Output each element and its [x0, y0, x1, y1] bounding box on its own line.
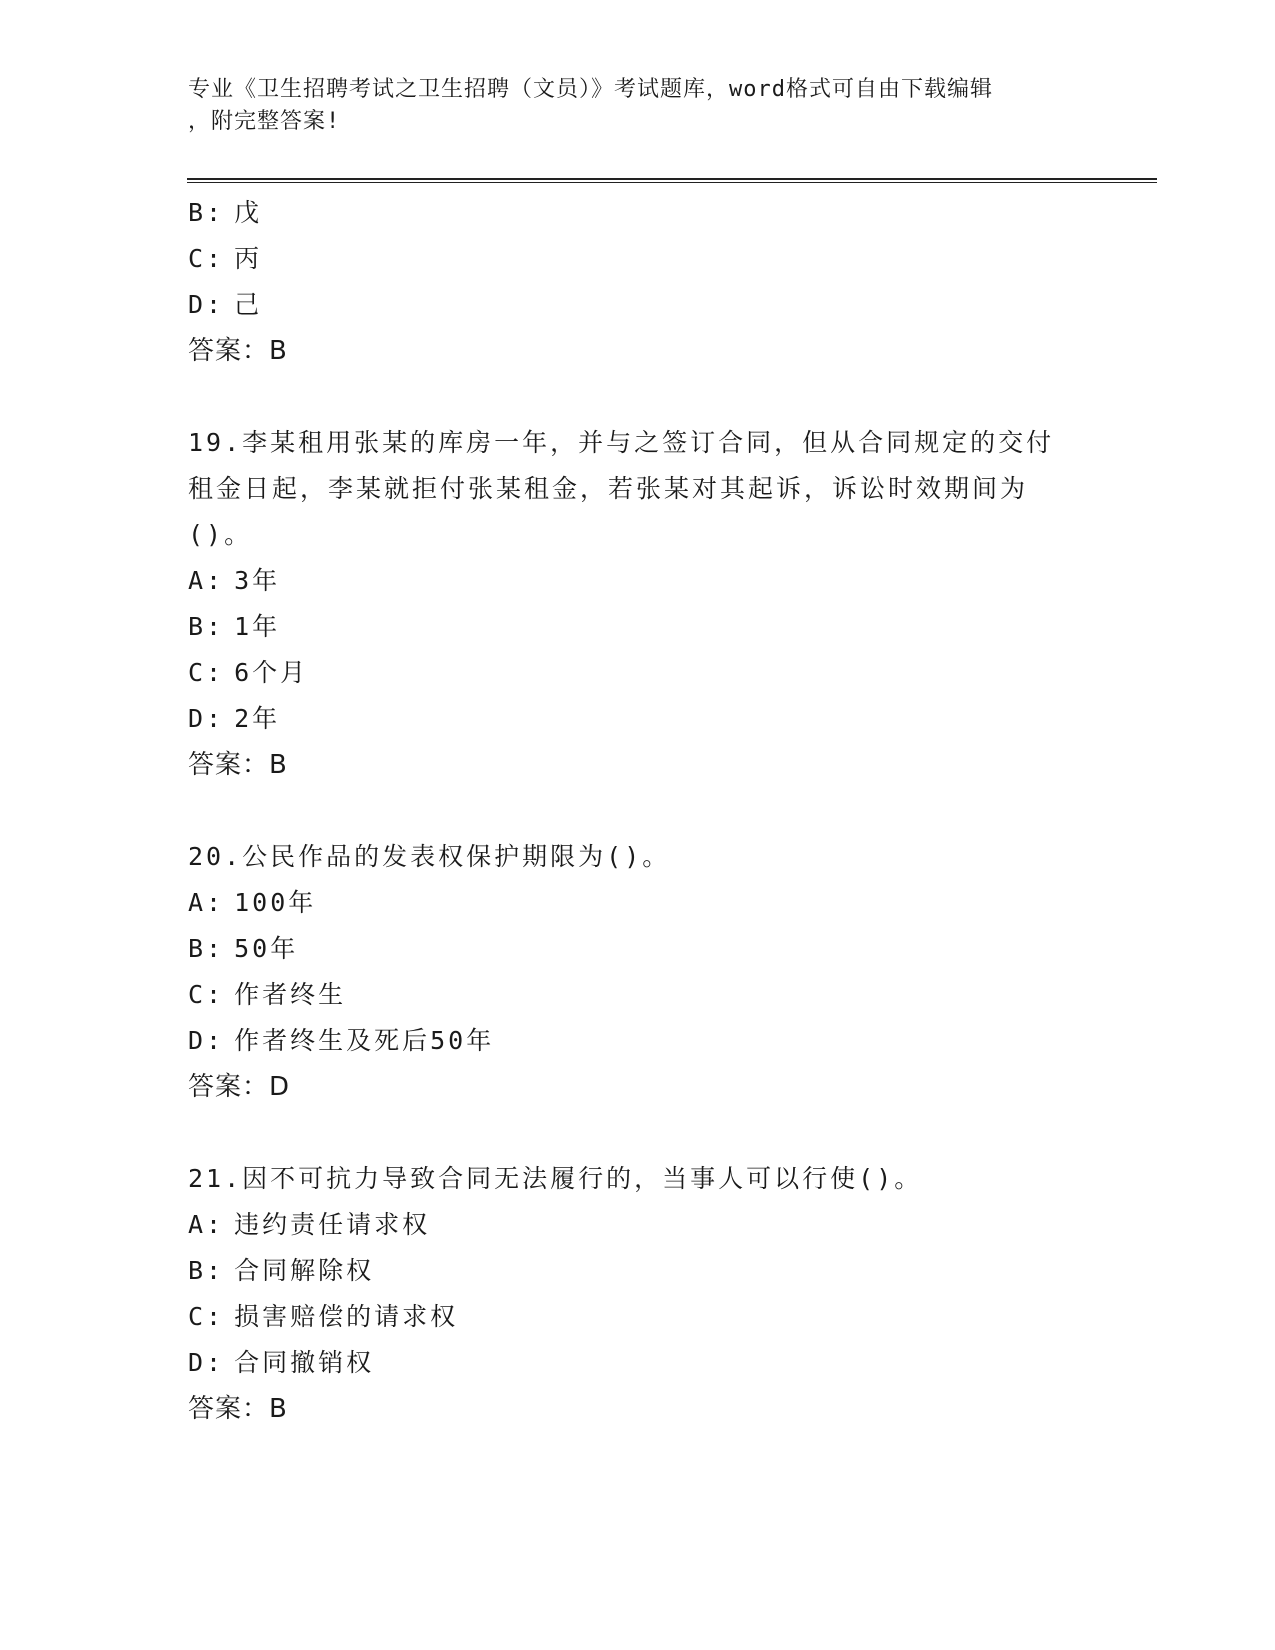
- header-title-line-1: 专业《卫生招聘考试之卫生招聘（文员）》考试题库，word格式可自由下载编辑: [188, 77, 993, 102]
- option-text: 丙: [234, 244, 263, 273]
- option-row: [188, 926, 1088, 972]
- option-key: C:: [188, 658, 225, 687]
- answer-line: 答案：B: [188, 750, 288, 780]
- question-stem: [188, 834, 1088, 880]
- option-text: 己: [234, 290, 263, 319]
- option-key: D:: [188, 290, 225, 319]
- question-19: [188, 420, 1088, 788]
- option-row: [188, 880, 1088, 926]
- question-stem-line: 20.公民作品的发表权保护期限为()。: [188, 842, 671, 871]
- option-row: [188, 1248, 1088, 1294]
- option-key: D:: [188, 1026, 225, 1055]
- option-row: [188, 1340, 1088, 1386]
- header-divider: [187, 178, 1157, 183]
- option-key: A:: [188, 1210, 225, 1239]
- option-key: D:: [188, 704, 225, 733]
- option-key: B:: [188, 934, 225, 963]
- answer-line: 答案：D: [188, 1072, 291, 1102]
- option-text: 合同解除权: [234, 1256, 375, 1285]
- option-key: C:: [188, 244, 225, 273]
- option-text: 1年: [234, 612, 281, 641]
- question-list: [188, 190, 1088, 1432]
- option-text: 50年: [234, 934, 299, 963]
- option-row: [188, 558, 1088, 604]
- question-stem-line: 租金日起，李某就拒付张某租金，若张某对其起诉，诉讼时效期间为: [188, 474, 1029, 503]
- option-row: [188, 1294, 1088, 1340]
- option-key: B:: [188, 1256, 225, 1285]
- question-21: [188, 1156, 1088, 1432]
- option-row: [188, 190, 1088, 236]
- question-partial: [188, 190, 1088, 374]
- option-row: [188, 1202, 1088, 1248]
- option-text: 作者终生: [234, 980, 347, 1009]
- answer-line: 答案：B: [188, 336, 288, 366]
- option-row: [188, 604, 1088, 650]
- option-text: 违约责任请求权: [234, 1210, 431, 1239]
- header-title-line-2: ，附完整答案!: [188, 109, 341, 134]
- option-key: D:: [188, 1348, 225, 1377]
- answer-line: 答案：B: [188, 1394, 288, 1424]
- question-20: [188, 834, 1088, 1110]
- option-text: 作者终生及死后50年: [234, 1026, 495, 1055]
- option-key: C:: [188, 980, 225, 1009]
- question-stem: [188, 420, 1088, 558]
- option-row: [188, 282, 1088, 328]
- option-key: C:: [188, 1302, 225, 1331]
- option-text: 戊: [234, 198, 263, 227]
- question-stem-line: ()。: [188, 520, 253, 549]
- option-text: 损害赔偿的请求权: [234, 1302, 459, 1331]
- option-text: 6个月: [234, 658, 309, 687]
- option-row: [188, 972, 1088, 1018]
- option-row: [188, 696, 1088, 742]
- option-key: B:: [188, 612, 225, 641]
- option-key: A:: [188, 888, 225, 917]
- option-text: 2年: [234, 704, 281, 733]
- question-stem-line: 19.李某租用张某的库房一年，并与之签订合同，但从合同规定的交付: [188, 428, 1055, 457]
- page-header: [188, 74, 1088, 138]
- option-row: [188, 1018, 1088, 1064]
- option-key: B:: [188, 198, 225, 227]
- option-text: 100年: [234, 888, 317, 917]
- option-text: 3年: [234, 566, 281, 595]
- option-key: A:: [188, 566, 225, 595]
- option-row: [188, 650, 1088, 696]
- question-stem: [188, 1156, 1088, 1202]
- question-stem-line: 21.因不可抗力导致合同无法履行的，当事人可以行使()。: [188, 1164, 923, 1193]
- option-text: 合同撤销权: [234, 1348, 375, 1377]
- option-row: [188, 236, 1088, 282]
